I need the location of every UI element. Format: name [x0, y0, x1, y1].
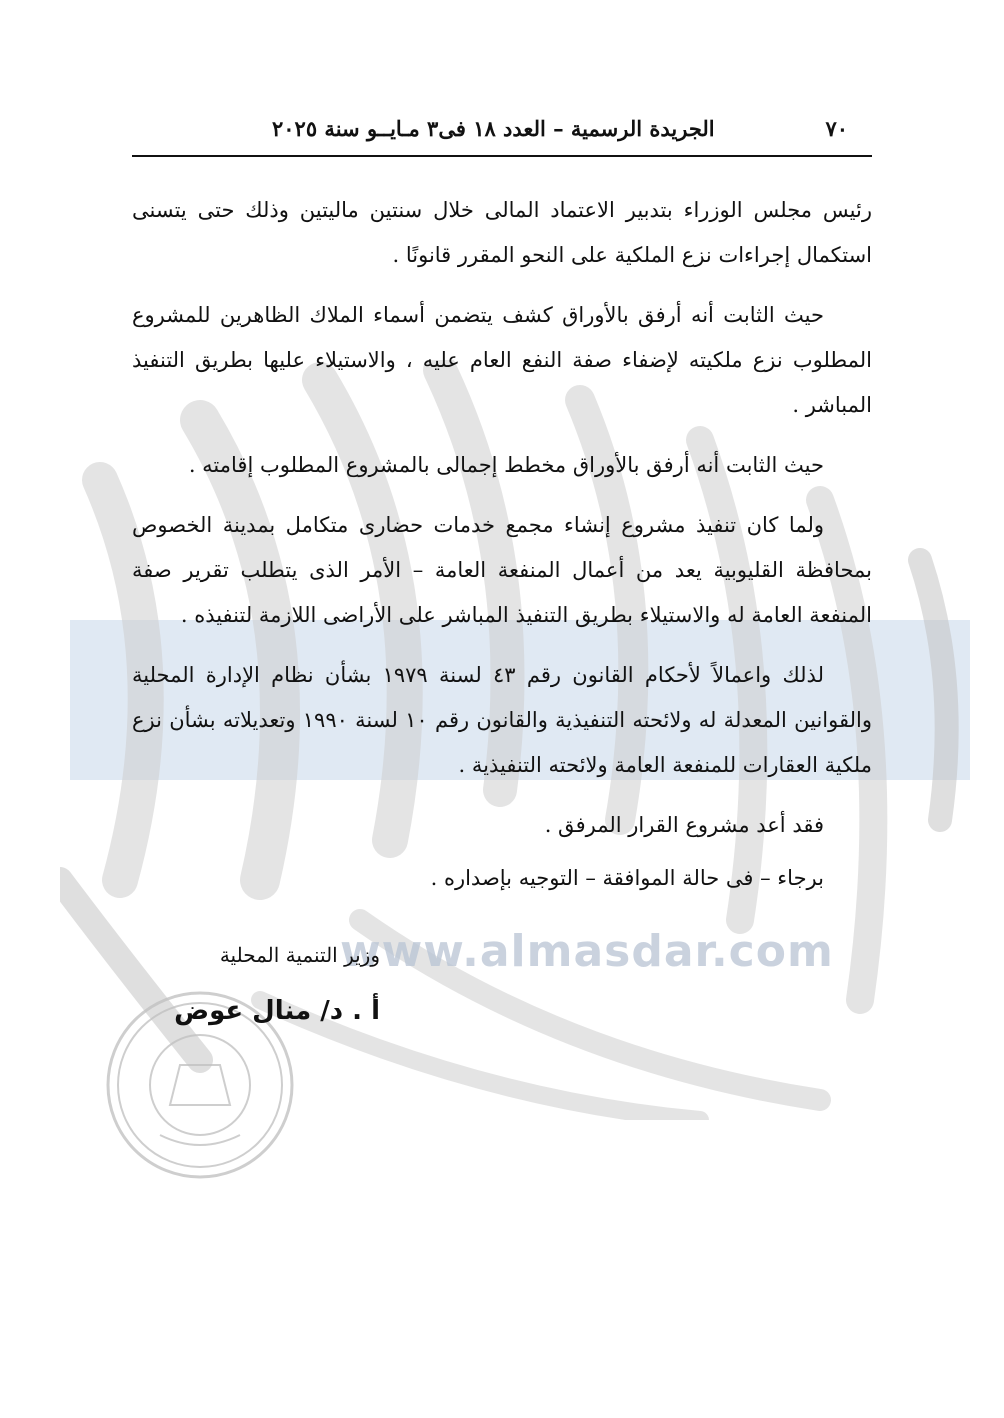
paragraph-draft-prepared: فقد أعد مشروع القرار المرفق .: [544, 813, 824, 837]
watermark-url: www.almasdar.com: [340, 926, 834, 977]
paragraph-legal-basis: لذلك واعمالاً لأحكام القانون رقم ٤٣ لسنة ١٩٧٩ بشأن نظام الإدارة المحلية والقوانين المعدلة له ولائحته التنفيذية والقانون رقم ١٠ لسنة ١٩٩٠ وتعديلاته بشأن نزع ملكية العقارات للمنفعة العامة ولائحته التنفيذية .: [132, 663, 872, 777]
paragraph-funding: رئيس مجلس الوزراء بتدبير الاعتماد المالى خلال سنتين ماليتين وذلك حتى يتسنى استكمال إجراءات نزع الملكية على النحو المقرر قانونًا .: [132, 198, 872, 267]
signature-block: [170, 935, 380, 1039]
paragraph-request-issuance: برجاء – فى حالة الموافقة – التوجيه بإصداره .: [430, 866, 824, 890]
signatory-title: وزير التنمية المحلية: [219, 943, 380, 967]
document-body: [132, 188, 872, 916]
page-number: ٧٠: [825, 116, 848, 141]
paragraph-master-plan: حيث الثابت أنه أرفق بالأوراق مخطط إجمالى بالمشروع المطلوب إقامته .: [188, 453, 824, 477]
header-divider: [132, 155, 872, 157]
paragraph-owners-list: حيث الثابت أنه أرفق بالأوراق كشف يتضمن أسماء الملاك الظاهرين للمشروع المطلوب نزع ملكيته لإضفاء صفة النفع العام عليه ، والاستيلاء عليها بطريق التنفيذ المباشر .: [132, 303, 872, 417]
paragraph-project-purpose: ولما كان تنفيذ مشروع إنشاء مجمع خدمات حضارى متكامل بمدينة الخصوص بمحافظة القليوبية يعد من أعمال المنفعة العامة – الأمر الذى يتطلب تقرير صفة المنفعة العامة له والاستيلاء بطريق التنفيذ المباشر على الأراضى اللازمة لتنفيذه .: [132, 513, 872, 627]
gazette-issue-title: الجريدة الرسمية – العدد ١٨ فى٣ مـايــو سنة ٢٠٢٥: [272, 116, 715, 141]
page-header: [132, 112, 872, 156]
signatory-name: أ . د/ منال عوض: [174, 996, 380, 1026]
